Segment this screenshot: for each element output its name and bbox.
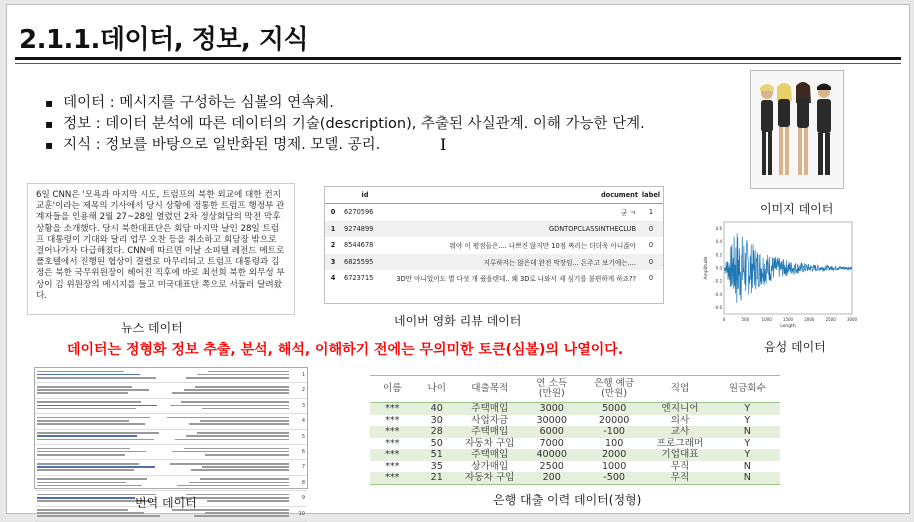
naver-cell-id: 6723715 xyxy=(344,274,374,283)
bank-cell-income: 30000 xyxy=(536,414,567,426)
translation-target-text xyxy=(163,460,291,474)
text-cursor-icon: I xyxy=(440,135,447,154)
translation-row-id: 3 xyxy=(301,402,305,409)
naver-cell-id: 9274899 xyxy=(341,221,389,238)
naver-cell-document: 지루하지는 않은데 완전 막장임... 돈주고 보기에는.... xyxy=(389,254,639,271)
bank-cell-job: 무직 xyxy=(645,472,714,484)
x-tick-label: 3000 xyxy=(846,317,858,322)
x-tick-label: 0 xyxy=(722,317,726,322)
bank-cell-repaid: Y xyxy=(715,449,780,461)
translation-target-text xyxy=(163,476,291,490)
bank-row xyxy=(370,449,780,461)
bank-header-name: 이름 xyxy=(370,376,415,403)
translation-row xyxy=(35,368,307,383)
naver-cell-label: 1 xyxy=(648,208,654,217)
naver-cell-label: 0 xyxy=(639,254,663,271)
slide-title: 2.1.1.데이터, 정보, 지식 xyxy=(19,25,309,55)
definition-list xyxy=(45,93,645,156)
bank-cell-deposit: 1000 xyxy=(601,460,627,472)
y-tick-label: -0.2 xyxy=(714,278,722,284)
bank-header-income: 연 소득 (만원) xyxy=(521,376,583,403)
y-tick-label: 0.6 xyxy=(715,226,722,232)
naver-review-table xyxy=(324,186,664,304)
bank-cell-name: *** xyxy=(370,403,415,415)
translation-row xyxy=(35,430,307,445)
translation-source-text xyxy=(35,414,163,428)
naver-cell-id: 6825595 xyxy=(341,254,389,271)
bank-cell-purpose: 자동차 구입 xyxy=(465,437,515,449)
bank-cell-income: 2500 xyxy=(539,460,564,472)
naver-row xyxy=(325,221,663,238)
bank-row xyxy=(370,472,780,484)
naver-header-label: label xyxy=(639,187,663,204)
bank-cell-deposit: 20000 xyxy=(598,414,630,426)
title-rule-thin xyxy=(15,63,901,64)
bank-caption: 은행 대출 이력 데이터(정형) xyxy=(493,493,642,507)
translation-row xyxy=(35,383,307,398)
naver-cell-id: 6270596 xyxy=(344,208,374,217)
emphasis-sentence: 데이터는 정형화 정보 추출, 분석, 해석, 이해하기 전에는 무의미한 토큰(심볼)의 나열이다. xyxy=(67,342,624,358)
translation-source-text xyxy=(35,383,163,397)
x-tick-label: 1000 xyxy=(761,317,772,322)
translation-source-text xyxy=(35,460,163,474)
translation-row-id: 10 xyxy=(298,510,305,517)
bank-cell-job: 교사 xyxy=(645,426,714,438)
x-tick-label: 2000 xyxy=(804,317,815,322)
x-tick-label: 1500 xyxy=(782,317,794,322)
translation-row-id: 1 xyxy=(301,372,305,378)
translation-target-text xyxy=(163,414,291,428)
translation-caption: 번역 데이터 xyxy=(135,496,197,510)
naver-cell-document: 3D만 아니었어도 별 다섯 개 줬을텐데.. 왜 3D로 나와서 제 심기를 불편하게 하죠?? xyxy=(396,275,636,284)
bank-row xyxy=(370,426,780,438)
naver-row xyxy=(325,204,663,221)
audio-waveform-chart xyxy=(702,218,857,330)
naver-caption: 네이버 영화 리뷰 데이터 xyxy=(394,314,522,328)
bank-cell-purpose: 주택매입 xyxy=(459,426,521,438)
bank-cell-income: 40000 xyxy=(521,449,583,461)
bank-header-deposit: 은행 예금 (만원) xyxy=(583,376,645,403)
translation-target-text xyxy=(163,399,291,413)
naver-cell-index: 1 xyxy=(325,221,341,238)
y-tick-label: -0.6 xyxy=(714,304,722,310)
translation-target-text xyxy=(163,368,291,382)
bank-header-age: 나이 xyxy=(415,376,459,403)
y-tick-label: 0.2 xyxy=(715,252,722,258)
bank-cell-name: *** xyxy=(385,460,400,472)
bank-row xyxy=(370,403,780,415)
naver-row xyxy=(325,237,663,254)
translation-row xyxy=(35,414,307,429)
naver-cell-label: 0 xyxy=(648,241,654,250)
bank-cell-purpose: 사업자금 xyxy=(471,414,509,426)
image-caption: 이미지 데이터 xyxy=(760,202,834,216)
translation-row-id: 2 xyxy=(301,387,305,394)
y-tick-label: 0.0 xyxy=(715,265,722,271)
naver-cell-index: 4 xyxy=(330,274,336,283)
naver-header-row xyxy=(325,187,663,204)
bank-cell-purpose: 주택매입 xyxy=(459,403,521,415)
audio-caption: 음성 데이터 xyxy=(764,340,826,354)
translation-row xyxy=(35,399,307,414)
translation-source-text xyxy=(35,445,163,459)
naver-cell-document: 뭐야 이 평점들은.... 나쁘진 않지만 10점 짜리는 더더욱 아니잖아 xyxy=(449,242,636,251)
bank-cell-name: *** xyxy=(385,437,400,449)
bank-cell-age: 35 xyxy=(430,460,443,472)
y-axis-label: Amplitude xyxy=(704,256,709,280)
bank-cell-income: 200 xyxy=(521,472,583,484)
news-text: 6일 CNN은 '모욕과 마지막 시도, 트럼프의 북한 외교에 대한 컨지 교훈'이라는 제목의 기사에서 당시 상황에 정통한 트럼프 행정부 관계자들을 인용해 2월 27~28일 열렸던 2차 정상회담의 막전 막후 상황을 소개했다. 당시 북한대표단은 회담 마지막 날인 28일 트럼프 대통령이 기대와 달리 업무 오찬 등을 취소하고 회담장 밖으로 걸어나가자 다급해졌다. CNN에 따르면 이날 소피텔 레전드 메트로폴호텔에서 진행된 협상이 결렬로 마무리되고 트럼프 대통령과 김정은 북한 국무위원장이 헤어진 직후에 바로 최선희 북한 외무성 부상이 김 위원장의 메시지를 들고 미국대표단 쪽으로 서둘러 달려왔다. xyxy=(36,190,285,301)
bank-cell-repaid: Y xyxy=(715,403,780,415)
naver-header-index xyxy=(325,187,341,204)
bank-cell-income: 7000 xyxy=(539,437,564,449)
naver-cell-label: 0 xyxy=(639,221,663,238)
bank-cell-name: *** xyxy=(385,414,400,426)
bullet-information: ▪ 정보 : 데이터 분석에 따른 데이터의 기술(description), 추출된 사실관계. 이해 가능한 단계. xyxy=(45,114,645,135)
bank-cell-purpose: 주택매입 xyxy=(459,449,521,461)
translation-target-text xyxy=(163,445,291,459)
translation-target-text xyxy=(163,430,291,444)
translation-row-id: 7 xyxy=(301,464,305,471)
bank-cell-job: 프로그래머 xyxy=(656,437,704,449)
naver-cell-index: 2 xyxy=(330,241,336,250)
bank-cell-age: 51 xyxy=(415,449,459,461)
bank-cell-purpose: 자동차 구입 xyxy=(459,472,521,484)
translation-row-id: 4 xyxy=(301,418,305,425)
translation-row xyxy=(35,460,307,475)
bank-cell-deposit: 2000 xyxy=(583,449,645,461)
translation-target-text xyxy=(163,383,291,397)
bank-row xyxy=(370,438,780,450)
bank-cell-job: 무직 xyxy=(670,460,690,472)
bank-header-row xyxy=(370,376,780,403)
translation-source-text xyxy=(35,399,163,413)
translation-source-text xyxy=(35,368,163,382)
bank-cell-age: 30 xyxy=(430,414,443,426)
bank-cell-name: *** xyxy=(370,426,415,438)
bank-cell-repaid: Y xyxy=(744,414,751,426)
bank-cell-name: *** xyxy=(370,472,415,484)
naver-cell-document: GDNTOPCLASSINTHECLUB xyxy=(389,221,639,238)
bank-row xyxy=(370,461,780,473)
bank-cell-purpose: 상가매입 xyxy=(471,460,509,472)
bank-header-job: 직업 xyxy=(645,376,714,403)
naver-cell-label: 0 xyxy=(648,274,654,283)
bank-loan-table xyxy=(370,375,780,485)
y-tick-label: -0.4 xyxy=(714,291,722,297)
naver-cell-index: 0 xyxy=(330,208,336,217)
naver-cell-document: 굳 ㅋ xyxy=(621,209,636,218)
bank-cell-age: 28 xyxy=(415,426,459,438)
bank-cell-repaid: Y xyxy=(744,437,751,449)
waveform-line xyxy=(724,233,852,303)
translation-row xyxy=(35,476,307,491)
naver-row xyxy=(325,254,663,271)
bank-cell-repaid: N xyxy=(715,472,780,484)
x-axis-label: Length xyxy=(780,324,796,329)
translation-row-id: 6 xyxy=(301,448,305,455)
bank-cell-deposit: 100 xyxy=(605,437,624,449)
bank-cell-age: 50 xyxy=(430,437,443,449)
bank-cell-job: 의사 xyxy=(670,414,690,426)
bank-cell-repaid: N xyxy=(743,460,751,472)
bank-header-purpose: 대출목적 xyxy=(459,376,521,403)
x-tick-label: 500 xyxy=(741,317,750,322)
translation-row-id: 9 xyxy=(301,495,305,502)
naver-cell-index: 3 xyxy=(325,254,341,271)
bank-cell-deposit: 5000 xyxy=(583,403,645,415)
title-rule xyxy=(15,57,901,60)
x-tick-label: 2500 xyxy=(825,317,836,322)
naver-header-id: id xyxy=(341,187,389,204)
bank-cell-age: 21 xyxy=(415,472,459,484)
naver-header-document: document xyxy=(389,187,639,204)
translation-row-id: 5 xyxy=(301,433,305,440)
y-tick-label: 0.4 xyxy=(715,239,722,245)
bullet-data: ▪ 데이터 : 메시지를 구성하는 심볼의 연속체. xyxy=(45,93,645,114)
translation-source-text xyxy=(35,430,163,444)
bank-cell-age: 40 xyxy=(415,403,459,415)
group-photo xyxy=(750,70,844,189)
bank-row xyxy=(370,415,780,427)
news-data-box xyxy=(27,183,295,315)
translation-source-text xyxy=(35,476,163,490)
bank-cell-deposit: -500 xyxy=(583,472,645,484)
bank-header-repaid: 원금회수 xyxy=(715,376,780,403)
bank-cell-income: 3000 xyxy=(521,403,583,415)
naver-cell-id: 8544678 xyxy=(344,241,374,250)
naver-row xyxy=(325,270,663,287)
bank-cell-deposit: -100 xyxy=(583,426,645,438)
bank-cell-income: 6000 xyxy=(521,426,583,438)
bullet-knowledge: ▪ 지식 : 정보를 바탕으로 일반화된 명제. 모델. 공리. xyxy=(45,135,645,156)
bank-cell-job: 기업대표 xyxy=(645,449,714,461)
translation-row-id: 8 xyxy=(301,479,305,486)
news-caption: 뉴스 데이터 xyxy=(121,321,183,335)
translation-row xyxy=(35,445,307,460)
bank-cell-repaid: N xyxy=(715,426,780,438)
bank-cell-name: *** xyxy=(370,449,415,461)
slide xyxy=(6,4,910,517)
bank-cell-job: 엔지니어 xyxy=(645,403,714,415)
